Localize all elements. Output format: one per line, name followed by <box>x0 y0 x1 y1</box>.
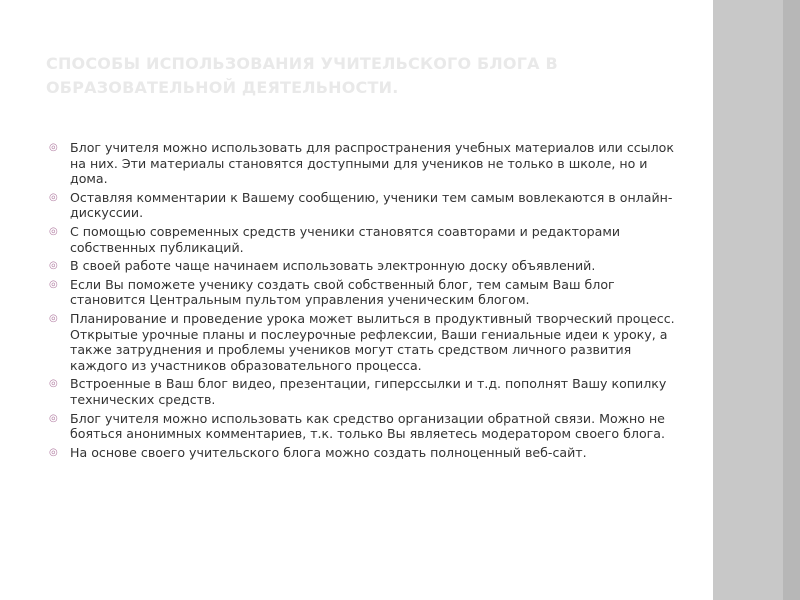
bullet-text: С помощью современных средств ученики становятся соавторами и редакторами собственных публикаций. <box>70 223 621 255</box>
bullet-item <box>46 190 686 221</box>
bullet-text: Если Вы поможете ученику создать свой собственный блог, тем самым Ваш блог становится Центральным пультом управления ученическим блогом. <box>70 276 615 308</box>
bullet-item <box>46 311 686 373</box>
bullet-circle-icon: ◎ <box>49 378 58 390</box>
bullet-item <box>46 258 686 274</box>
bullet-circle-icon: ◎ <box>49 225 58 237</box>
bullet-circle-icon: ◎ <box>49 412 58 424</box>
bullet-circle-icon: ◎ <box>49 191 58 203</box>
decorative-stripe-narrow <box>783 0 800 600</box>
bullet-item <box>46 277 686 308</box>
bullet-text: Встроенные в Ваш блог видео, презентации, гиперссылки и т.д. пополнят Вашу копилку технических средств. <box>70 376 667 407</box>
bullet-text: На основе своего учительского блога можно создать полноценный веб-сайт. <box>70 444 587 460</box>
bullet-item <box>46 140 686 187</box>
bullet-list <box>46 140 686 460</box>
bullet-item <box>46 224 686 255</box>
bullet-circle-icon: ◎ <box>49 278 58 290</box>
bullet-circle-icon: ◎ <box>49 446 58 458</box>
decorative-stripe-wide <box>713 0 783 600</box>
bullet-circle-icon: ◎ <box>49 312 58 324</box>
bullet-text: Блог учителя можно использовать для распространения учебных материалов или ссылок на них. Эти материалы становятся доступными для учеников не только в школе, но и дома. <box>70 140 674 187</box>
bullet-text: Оставляя комментарии к Вашему сообщению, ученики тем самым вовлекаются в онлайн-дискуссии. <box>70 189 673 221</box>
bullet-text: В своей работе чаще начинаем использовать электронную доску объявлений. <box>70 258 596 274</box>
bullet-circle-icon: ◎ <box>49 142 58 153</box>
bullet-item <box>46 445 686 461</box>
slide-title: СПОСОБЫ ИСПОЛЬЗОВАНИЯ УЧИТЕЛЬСКОГО БЛОГА В ОБРАЗОВАТЕЛЬНОЙ ДЕЯТЕЛЬНОСТИ. <box>46 54 558 97</box>
bullet-item <box>46 411 686 442</box>
slide-content <box>46 140 686 463</box>
bullet-circle-icon: ◎ <box>49 260 58 272</box>
bullet-item <box>46 376 686 407</box>
bullet-text: Планирование и проведение урока может вылиться в продуктивный творческий процесс. Открытые урочные планы и послеурочные рефлексии, Ваши гениальные идеи к уроку, а также затруднения и проблемы учеников могут стать средством личного развития каждого из участников образовательного процесса. <box>70 310 675 373</box>
bullet-text: Блог учителя можно использовать как средство организации обратной связи. Можно не бояться анонимных комментариев, т.к. только Вы являетесь модератором своего блога. <box>70 410 665 442</box>
